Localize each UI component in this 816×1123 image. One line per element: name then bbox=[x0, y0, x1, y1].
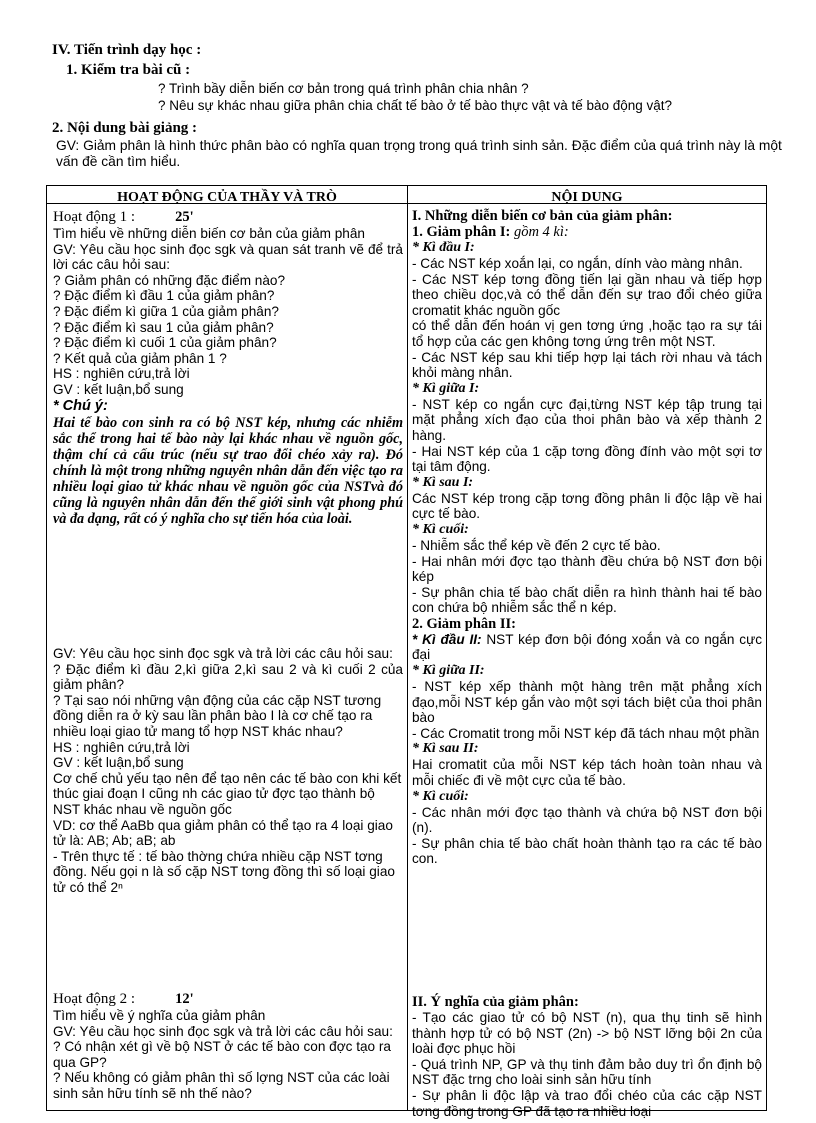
note-paragraph: Hai tế bào con sinh ra có bộ NST kép, nhưng các nhiễm sắc thể trong hai tế bào này lại khác nhau về nguồn gốc, thậm chí cả cấu trúc (nếu sự trao đổi chéo xảy ra). Đó chính là một trong những nguyên nhân dẫn đến việc tạo ra nhiều loại giao tử khác nhau về nguồn gốc của NSTvà đó cũng là nguyên nhân dẫn đến thế giới sinh vật phong phú và đa dạng, rất có ý nghĩa cho sự tiến hóa của loài. bbox=[53, 414, 403, 527]
header-right: NỘI DUNG bbox=[551, 190, 623, 205]
activity-1-time: 25' bbox=[175, 209, 194, 225]
anaphase-2-heading: * Kì sau II: bbox=[412, 741, 479, 757]
text-line: - Quá trình NP, GP và thụ tinh đảm bảo duy trì ổn định bộ NST đặc trng cho loài sinh sản hữu tính bbox=[412, 1056, 762, 1088]
meiosis-1-label: 1. Giảm phân I: bbox=[412, 224, 511, 240]
text-line: - Sự phân li độc lập và trao đổi chéo của các cặp NST tơng đồng trong GP đã tạo ra nhiều loại bbox=[412, 1087, 762, 1119]
section-heading: IV. Tiến trình dạy học : bbox=[52, 42, 202, 58]
lesson-header bbox=[52, 40, 792, 170]
text-line: Các NST kép trong cặp tơng đồng phân li độc lập về hai cực tế bào. bbox=[412, 490, 762, 522]
lesson-table bbox=[46, 185, 767, 1119]
text-line: Tìm hiểu về ý nghĩa của giảm phân bbox=[53, 1008, 266, 1023]
question-line: ? Kết quả của giảm phân 1 ? bbox=[53, 350, 227, 366]
text-line: - Sự phân chia tế bào chất diễn ra hình thành hai tế bào con chứa bộ nhiễm sắc thể n kép. bbox=[412, 584, 762, 616]
prophase-2-line bbox=[412, 632, 762, 663]
text-line: Cơ chế chủ yếu tạo nên để tạo nên các tế bào con khi kết thúc giai đoạn I cũng nh các giao tử đợc tạo thành bộ NST khác nhau về nguồn gốc bbox=[53, 770, 402, 817]
telophase-2-heading: * Kì cuối: bbox=[412, 788, 469, 804]
text-line: GV: Yêu cầu học sinh đọc sgk và trả lời các câu hỏi sau: bbox=[53, 646, 393, 661]
text-line: Tìm hiểu về những diễn biến cơ bản của giảm phân bbox=[53, 226, 365, 241]
activity-2-time: 12' bbox=[175, 991, 194, 1007]
activity-1-label: Hoạt động 1 : bbox=[53, 209, 136, 225]
anaphase-1-heading: * Kì sau I: bbox=[412, 474, 474, 490]
subsection-content: 2. Nội dung bài giảng : bbox=[52, 120, 198, 136]
text-line: HS : nghiên cứu,trả lời bbox=[53, 366, 190, 382]
activity-1-part-2 bbox=[53, 646, 403, 896]
text-line: - Trên thực tế : tế bào thờng chứa nhiều cặp NST tơng đồng. Nếu gọi n là số cặp NST tơng đồng thì số loại giao tử có thể 2ⁿ bbox=[53, 848, 395, 895]
right-column bbox=[412, 208, 762, 1119]
question-line: ? Đặc điểm kì giữa 1 của giảm phân? bbox=[53, 303, 279, 319]
subsection-review: 1. Kiểm tra bài cũ : bbox=[66, 62, 191, 78]
text-line: GV: Yêu cầu học sinh đọc sgk và trả lời các câu hỏi sau: bbox=[53, 1023, 393, 1039]
text-line: - Hai nhân mới đợc tạo thành đều chứa bộ NST đơn bội kép bbox=[412, 553, 762, 585]
review-question: ? Nêu sự khác nhau giữa phân chia chất tế bào ở tế bào thực vật và tế bào động vật? bbox=[158, 98, 673, 113]
text-line: GV: Yêu cầu học sinh đọc sgk và quan sát tranh vẽ để trả lời các câu hỏi sau: bbox=[53, 241, 403, 273]
text-line: - Các NST kép xoắn lại, co ngắn, dính vào màng nhân. bbox=[412, 256, 743, 271]
activity-2-label: Hoạt động 2 : bbox=[53, 991, 136, 1007]
content-part-2 bbox=[412, 994, 762, 1119]
content-part-1 bbox=[412, 208, 762, 867]
text-line: Hai cromatit của mỗi NST kép tách hoàn toàn nhau và mỗi chiếc đi về một cực của tế bào. bbox=[412, 757, 762, 789]
question-line: ? Có nhận xét gì về bộ NST ở các tế bào con đợc tạo ra qua GP? bbox=[53, 1039, 391, 1070]
meiosis-2-heading: 2. Giảm phân II: bbox=[412, 615, 516, 632]
header-left: HOẠT ĐỘNG CỦA THẦY VÀ TRÒ bbox=[117, 190, 337, 205]
content-title-2: II. Ý nghĩa của giảm phân: bbox=[412, 994, 579, 1010]
intro-paragraph: GV: Giảm phân là hình thức phân bào có nghĩa quan trọng trong quá trình sinh sản. Đặc điểm của quá trình này là một vấn đề cần tìm hiểu. bbox=[56, 138, 782, 169]
question-line: ? Đặc điểm kì đầu 2,kì giữa 2,kì sau 2 và kì cuối 2 của giảm phân? bbox=[53, 661, 403, 693]
text-line: - NST kép xếp thành một hàng trên mặt phẳng xích đạo,mỗi NST kép gắn vào một sợi tách biệt của thoi phân bào bbox=[412, 679, 762, 726]
question-line: ? Đặc điểm kì cuối 1 của giảm phân? bbox=[53, 335, 277, 351]
text-line: GV : kết luận,bổ sung bbox=[53, 755, 184, 771]
question-line: ? Giảm phân có những đặc điểm nào? bbox=[53, 272, 286, 288]
question-line: ? Tại sao nói những vận động của các cặp NST tương đồng diễn ra ở kỳ sau lần phân bào I là cơ chế tạo ra nhiều loại giao tử mang tổ hợp NST khác nhau? bbox=[53, 692, 382, 739]
text-line: - Nhiễm sắc thể kép về đến 2 cực tế bào. bbox=[412, 537, 661, 553]
text-line: - NST kép co ngắn cực đại,từng NST kép tập trung tại mặt phẳng xích đạo của thoi phân bào và xếp thành 2 hàng. bbox=[412, 396, 762, 443]
text-line: - Các NST kép sau khi tiếp hợp lại tách rời nhau và tách khỏi màng nhân. bbox=[412, 349, 762, 381]
activity-2 bbox=[53, 990, 403, 1102]
activity-2-heading bbox=[53, 990, 403, 1008]
prophase-2-text: NST kép đơn bội đóng xoắn và co ngắn cực đại bbox=[412, 631, 762, 663]
text-line: - Các NST kép tơng đồng tiến lại gần nhau và tiếp hợp theo chiều dọc,và có thể dẫn đến sự trao đổi chéo giữa cromatit khác nguồn gốc bbox=[412, 271, 762, 318]
text-line: HS : nghiên cứu,trả lời bbox=[53, 739, 190, 755]
example-line: VD: cơ thể AaBb qua giảm phân có thể tạo ra 4 loại giao tử là: AB; Ab; aB; ab bbox=[53, 817, 393, 849]
text-line: - Các nhân mới đợc tạo thành và chứa bộ NST đơn bội (n). bbox=[412, 804, 762, 836]
question-line: ? Nếu không có giảm phân thì số lợng NST của các loài sinh sản hữu tính sẽ nh thế nào? bbox=[53, 1070, 390, 1101]
text-line: - Các Cromatit trong mỗi NST kép đã tách nhau một phần bbox=[412, 725, 760, 741]
question-line: ? Đặc điểm kì sau 1 của giảm phân? bbox=[53, 319, 274, 335]
activity-1-heading bbox=[53, 208, 403, 226]
meiosis-1-heading bbox=[412, 224, 762, 240]
note-heading: * Chú ý: bbox=[53, 397, 108, 414]
text-line: GV : kết luận,bổ sung bbox=[53, 381, 184, 397]
prophase-1-heading: * Kì đầu I: bbox=[412, 240, 475, 255]
activity-1 bbox=[53, 208, 403, 527]
metaphase-1-heading: * Kì giữa I: bbox=[412, 380, 480, 396]
text-line: - Sự phân chia tế bào chất hoàn thành tạo ra các tế bào con. bbox=[412, 835, 762, 867]
column-divider bbox=[407, 186, 408, 1110]
text-line: có thể dẫn đến hoán vị gen tơng ứng ,hoặc tạo ra sự tái tổ hợp của các gen không tơng ứng trên một NST. bbox=[412, 318, 762, 349]
prophase-2-heading: * Kì đầu II: bbox=[412, 631, 482, 647]
telophase-1-heading: * Kì cuối: bbox=[412, 521, 469, 537]
left-column bbox=[53, 208, 403, 1108]
content-title-1: I. Những diễn biến cơ bản của giảm phân: bbox=[412, 208, 673, 224]
text-line: - Tạo các giao tử có bộ NST (n), qua thụ tinh sẽ hình thành hợp tử có bộ NST (2n) -> bộ NST lỡng bội 2n của loài đợc phục hồi bbox=[412, 1010, 762, 1057]
metaphase-2-heading: * Kì giữa II: bbox=[412, 663, 485, 679]
meiosis-1-note: gồm 4 kì: bbox=[513, 224, 569, 240]
review-question: ? Trình bầy diễn biến cơ bản trong quá trình phân chia nhân ? bbox=[158, 81, 529, 96]
text-line: - Hai NST kép của 1 cặp tơng đồng đính vào một sợi tơ tại tâm động. bbox=[412, 443, 762, 475]
question-line: ? Đặc điểm kì đầu 1 của giảm phân? bbox=[53, 288, 275, 304]
